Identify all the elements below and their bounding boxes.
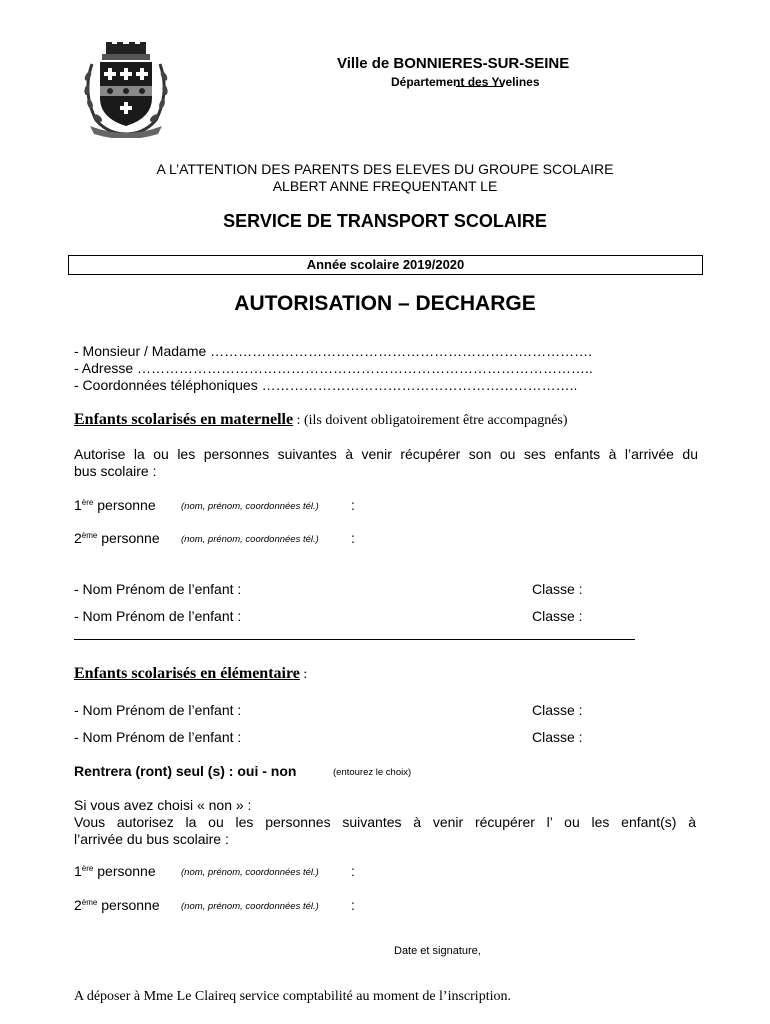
annee-scolaire-box: Année scolaire 2019/2020 [68,255,703,275]
elementaire-classe-1[interactable]: Classe : [532,702,583,718]
rentrera-seul-choice[interactable]: Rentrera (ront) seul (s) : oui - non [74,763,297,779]
elementaire-autorise-line-2: l’arrivée du bus scolaire : [74,831,229,847]
elementaire-p2-hint: (nom, prénom, coordonnées tél.) [181,901,319,912]
field-adresse[interactable]: - Adresse …………………………………………………………………………………….. [74,360,593,376]
elementaire-p1-colon: : [351,863,355,879]
maternelle-enfant-2[interactable]: - Nom Prénom de l’enfant : [74,608,242,624]
ville-title: Ville de BONNIERES-SUR-SEINE [337,55,570,72]
elementaire-section-heading [74,665,307,683]
maternelle-personne-2[interactable] [74,530,160,548]
elementaire-colon: : [299,667,308,682]
maternelle-p1-num: 1 [74,497,82,513]
attention-heading [0,161,770,195]
elementaire-p1-num: 1 [74,863,82,879]
departement-underline [456,86,503,87]
elementaire-enfant-1[interactable]: - Nom Prénom de l’enfant : [74,702,242,718]
maternelle-p2-label: personne [97,530,160,546]
elementaire-p1-sup: ère [81,864,94,873]
elementaire-title: Enfants scolarisés en élémentaire [74,665,300,682]
elementaire-classe-2[interactable]: Classe : [532,729,583,745]
maternelle-enfant-1[interactable]: - Nom Prénom de l’enfant : [74,581,242,597]
elementaire-p1-label: personne [93,863,156,879]
maternelle-classe-1[interactable]: Classe : [532,581,583,597]
maternelle-p2-num: 2 [74,530,82,546]
maternelle-p2-sup: ème [81,531,98,540]
attention-line-2: ALBERT ANNE FREQUENTANT LE [272,178,498,194]
service-title: SERVICE DE TRANSPORT SCOLAIRE [223,211,547,231]
elementaire-autorise-line-1: Vous autorisez la ou les personnes suivantes à venir récupérer l’ ou les enfant(s) à [74,814,696,830]
date-signature-label: Date et signature, [394,945,481,957]
maternelle-title: Enfants scolarisés en maternelle [74,411,294,428]
autorisation-title: AUTORISATION – DECHARGE [234,292,536,315]
elementaire-p1-hint: (nom, prénom, coordonnées tél.) [181,867,319,878]
maternelle-p1-label: personne [93,497,156,513]
elementaire-p2-sup: ème [81,898,98,907]
elementaire-autorise-paragraph [74,814,696,848]
section-divider [74,639,635,640]
maternelle-autorise-paragraph [74,446,698,480]
elementaire-personne-1[interactable] [74,863,156,881]
elementaire-enfant-2[interactable]: - Nom Prénom de l’enfant : [74,729,242,745]
maternelle-autorise-line-1: Autorise la ou les personnes suivantes à venir récupérer son ou ses enfants à l’arrivée du [74,446,698,462]
maternelle-autorise-line-2: bus scolaire : [74,463,157,479]
elementaire-p2-label: personne [97,897,160,913]
elementaire-p2-colon: : [351,897,355,913]
maternelle-p2-hint: (nom, prénom, coordonnées tél.) [181,534,319,545]
maternelle-p1-colon: : [351,497,355,513]
maternelle-p2-colon: : [351,530,355,546]
elementaire-personne-2[interactable] [74,897,160,915]
departement-subtitle: Département des Yvelines [391,75,540,89]
maternelle-p1-sup: ère [81,498,94,507]
maternelle-note: : (ils doivent obligatoirement être accompagnés) [293,413,568,428]
maternelle-section-heading [74,411,568,429]
field-coordonnees[interactable]: - Coordonnées téléphoniques ………………………………………………………….. [74,377,578,393]
si-non-label: Si vous avez choisi « non » : [74,797,252,813]
attention-line-1: A L’ATTENTION DES PARENTS DES ELEVES DU GROUPE SCOLAIRE [156,161,614,177]
rentrera-hint: (entourez le choix) [333,767,412,778]
maternelle-personne-1[interactable] [74,497,156,515]
maternelle-classe-2[interactable]: Classe : [532,608,583,624]
footer-instruction: A déposer à Mme Le Claireq service comptabilité au moment de l’inscription. [74,989,511,1004]
maternelle-p1-hint: (nom, prénom, coordonnées tél.) [181,501,319,512]
field-monsieur-madame[interactable]: - Monsieur / Madame ………………………………………………………………………. [74,343,593,359]
coat-of-arms-icon [78,42,174,138]
elementaire-p2-num: 2 [74,897,82,913]
